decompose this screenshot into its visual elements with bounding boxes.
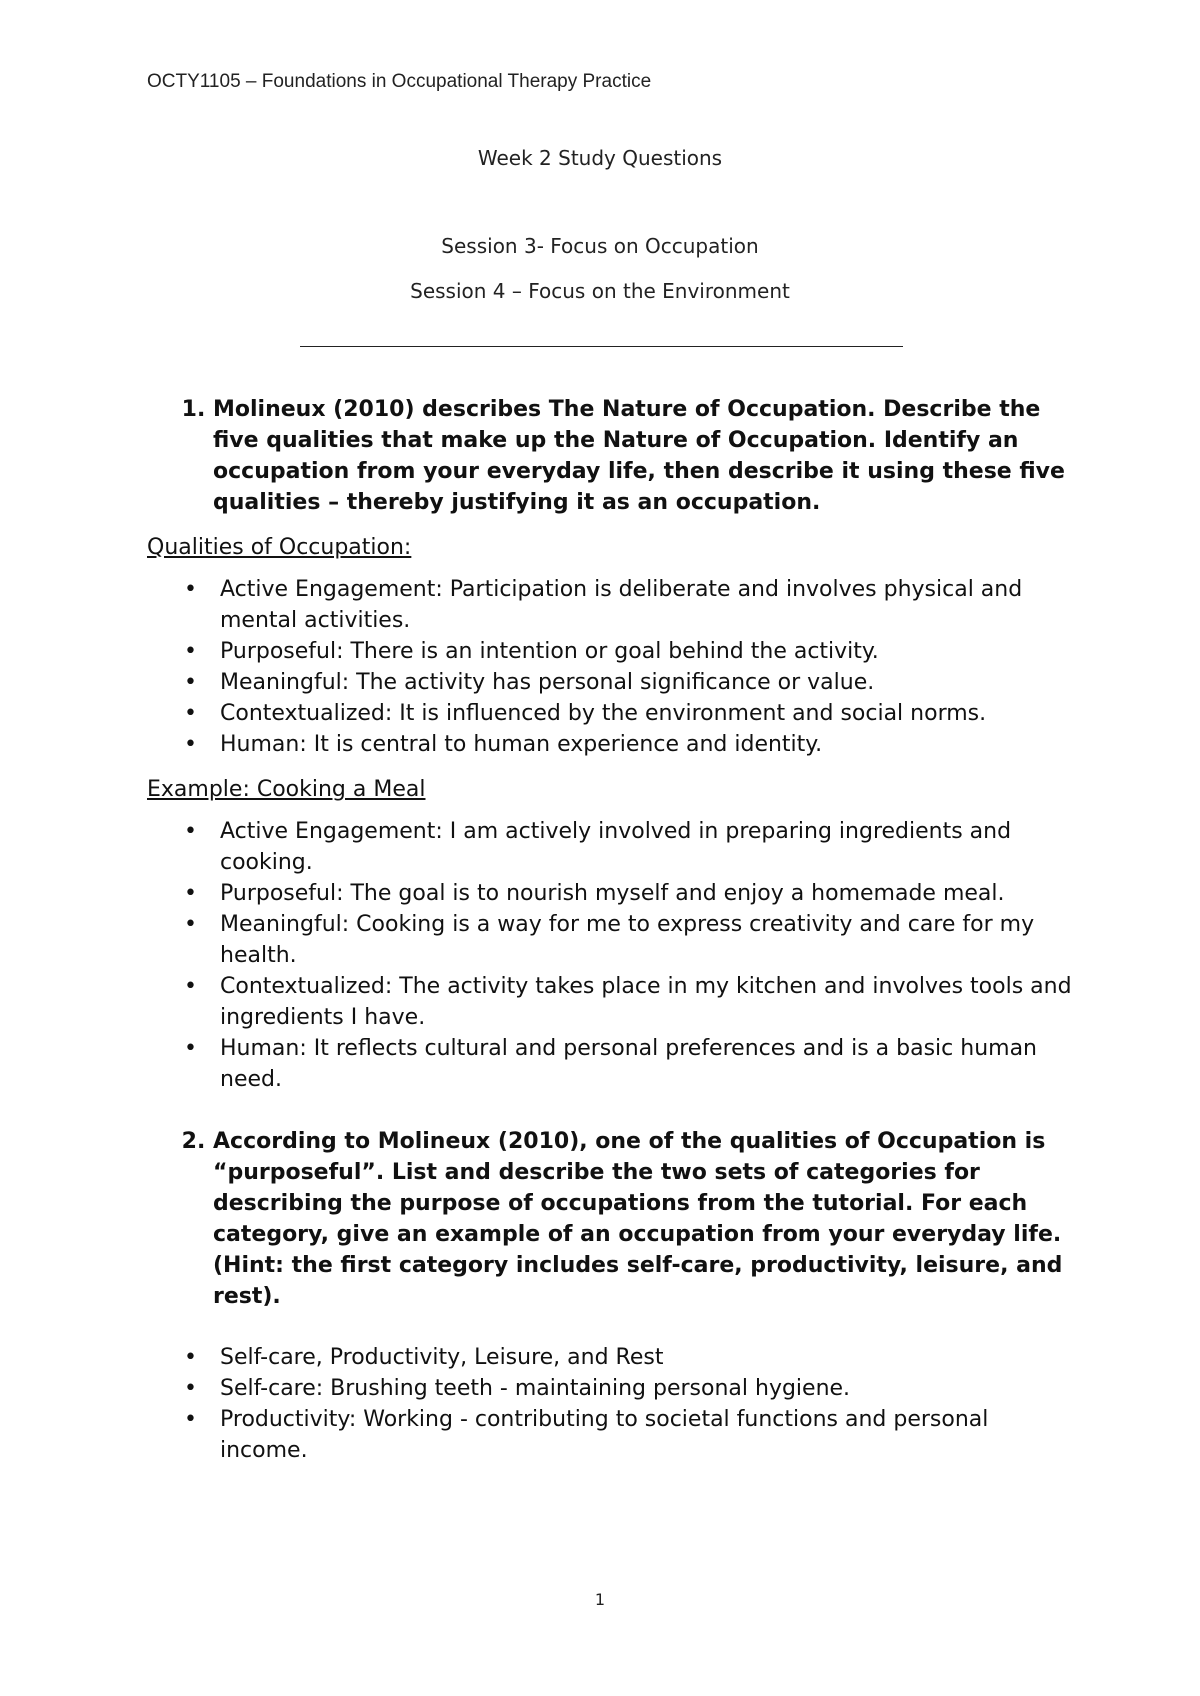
- answer-list: [147, 1342, 1077, 1466]
- list-item: • Purposeful: The goal is to nourish myself and enjoy a homemade meal.: [220, 878, 1077, 909]
- list-item: • Active Engagement: Participation is deliberate and involves physical and mental activities.: [220, 574, 1077, 636]
- question-2-list: [147, 1126, 1077, 1312]
- list-item: • Meaningful: Cooking is a way for me to express creativity and care for my health.: [220, 909, 1077, 971]
- question-1: 1. Molineux (2010) describes The Nature of Occupation. Describe the five qualities that make up the Nature of Occupation. Identify an occupation from your everyday life, then describe it using these five qualities – thereby justifying it as an occupation.: [213, 394, 1077, 518]
- session-3-subtitle: Session 3- Focus on Occupation: [441, 234, 759, 258]
- document-title: Week 2 Study Questions: [477, 146, 723, 170]
- list-item: • Human: It reflects cultural and personal preferences and is a basic human need.: [220, 1033, 1077, 1095]
- list-item: • Self-care: Brushing teeth - maintaining personal hygiene.: [220, 1373, 1077, 1404]
- session-4-subtitle: Session 4 – Focus on the Environment: [410, 279, 790, 303]
- question-2: 2. According to Molineux (2010), one of the qualities of Occupation is “purposeful”. List and describe the two sets of categories for describing the purpose of occupations from the tutorial. For each category, give an example of an occupation from your everyday life. (Hint: the first category includes self-care, productivity, leisure, and rest).: [213, 1126, 1077, 1312]
- list-item: • Self-care, Productivity, Leisure, and Rest: [220, 1342, 1077, 1373]
- running-header: OCTY1105 – Foundations in Occupational Therapy Practice: [147, 71, 652, 92]
- list-item: • Active Engagement: I am actively involved in preparing ingredients and cooking.: [220, 816, 1077, 878]
- example-list: [147, 816, 1077, 1095]
- question-1-list: [147, 394, 1077, 518]
- list-item: • Meaningful: The activity has personal significance or value.: [220, 667, 1077, 698]
- qualities-list: [147, 574, 1077, 760]
- list-item: • Human: It is central to human experience and identity.: [220, 729, 1077, 760]
- list-item: • Contextualized: It is influenced by the environment and social norms.: [220, 698, 1077, 729]
- horizontal-rule: [300, 346, 903, 347]
- example-heading: Example: Cooking a Meal: [147, 777, 426, 802]
- list-item: • Contextualized: The activity takes place in my kitchen and involves tools and ingredients I have.: [220, 971, 1077, 1033]
- document-body: [147, 394, 1077, 1466]
- page-number: 1: [594, 1590, 606, 1609]
- list-item: • Purposeful: There is an intention or goal behind the activity.: [220, 636, 1077, 667]
- qualities-heading: Qualities of Occupation:: [147, 535, 412, 560]
- list-item: • Productivity: Working - contributing to societal functions and personal income.: [220, 1404, 1077, 1466]
